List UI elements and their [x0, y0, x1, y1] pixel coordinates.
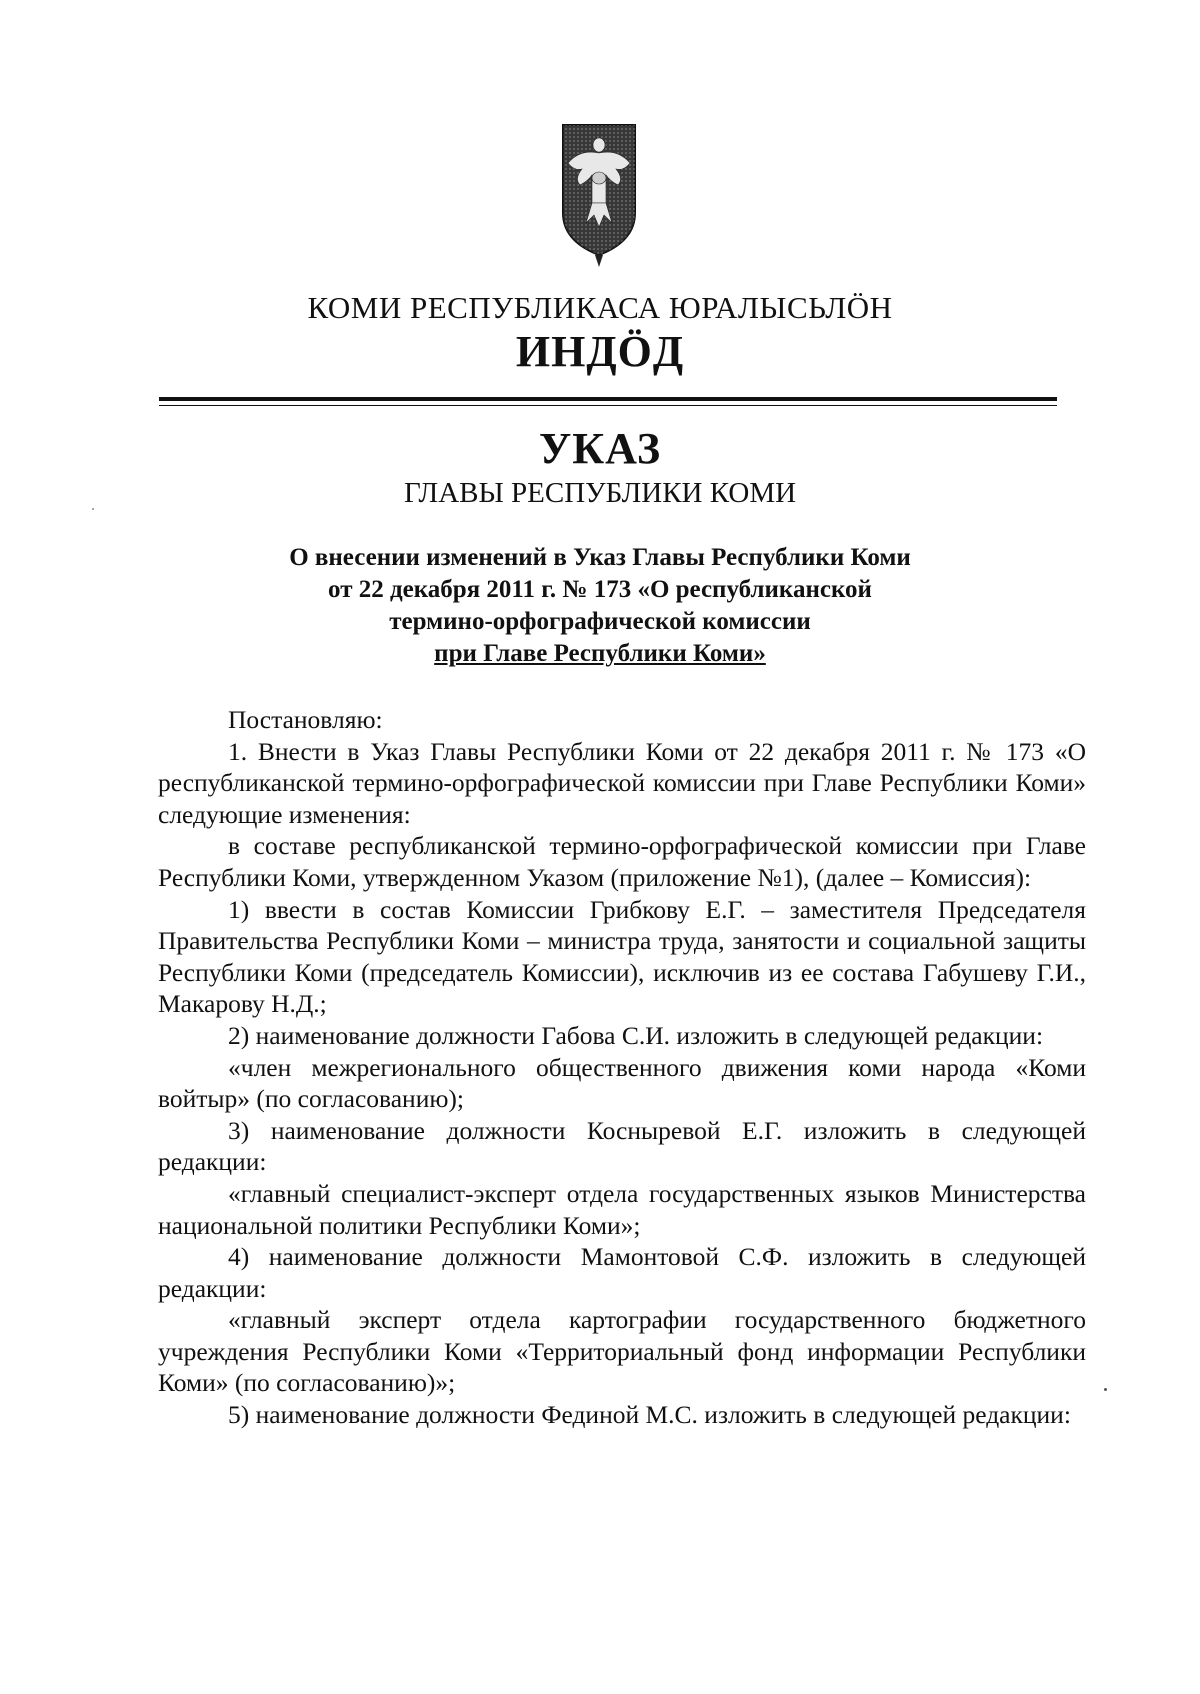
- glavy-subheading: ГЛАВЫ РЕСПУБЛИКИ КОМИ: [403, 477, 797, 509]
- header-divider-thin: [159, 405, 1057, 406]
- paragraph-3: 1) ввести в состав Комиссии Грибкову Е.Г. – заместителя Председателя Правительства Республики Коми – министра труда, занятости и социальной защиты Республики Коми (председатель Комиссии), исключив из ее состава Габушеву Г.И., Макарову Н.Д.;: [158, 894, 1086, 1019]
- paragraph-10: 5) наименование должности Фединой М.С. изложить в следующей редакции:: [228, 1400, 1071, 1430]
- republic-komi-heading: КОМИ РЕСПУБЛИКАСА ЮРАЛЫСЬЛӦН: [307, 290, 893, 325]
- paragraph-2: в составе республиканской термино-орфографической комиссии при Главе Республики Коми, утвержденном Указом (приложение №1), (далее – Комиссия):: [158, 831, 1086, 892]
- document-body: [158, 704, 1086, 1431]
- paragraph-8: 4) наименование должности Мамонтовой С.Ф. изложить в следующей редакции:: [158, 1242, 1086, 1303]
- document-title: [0, 542, 1200, 670]
- paragraph-5: «член межрегионального общественного движения коми народа «Коми войтыр» (по согласованию);: [158, 1052, 1086, 1114]
- paragraph-6: 3) наименование должности Косныревой Е.Г. изложить в следующей редакции:: [158, 1115, 1086, 1177]
- header-divider-thick: [159, 397, 1057, 401]
- ukaz-heading: УКАЗ: [538, 424, 662, 473]
- paragraph-9: «главный эксперт отдела картографии государственного бюджетного учреждения Республики Коми «Территориальный фонд информации Республики Коми» (по согласованию)»;: [158, 1305, 1086, 1398]
- paragraph-7: «главный специалист-эксперт отдела государственных языков Министерства национальной политики Республики Коми»;: [158, 1178, 1086, 1240]
- paragraph-4: 2) наименование должности Габова С.И. изложить в следующей редакции:: [228, 1020, 1044, 1050]
- title-line-2: от 22 декабря 2011 г. № 173 «О республиканской: [328, 576, 872, 603]
- scan-speck: [1104, 1388, 1107, 1391]
- decree-intro: Постановляю:: [228, 705, 383, 734]
- coat-of-arms-emblem: [560, 123, 638, 269]
- title-line-4: при Главе Республики Коми»: [434, 640, 766, 667]
- title-line-1: О внесении изменений в Указ Главы Республики Коми: [289, 544, 911, 571]
- title-line-3: термино-орфографической комиссии: [389, 608, 811, 635]
- paragraph-1: 1. Внести в Указ Главы Республики Коми от 22 декабря 2011 г. № 173 «О республиканской термино-орфографической комиссии при Главе Республики Коми» следующие изменения:: [158, 736, 1086, 829]
- scan-speck: [92, 508, 94, 510]
- indod-heading: ИНДӦД: [515, 327, 685, 376]
